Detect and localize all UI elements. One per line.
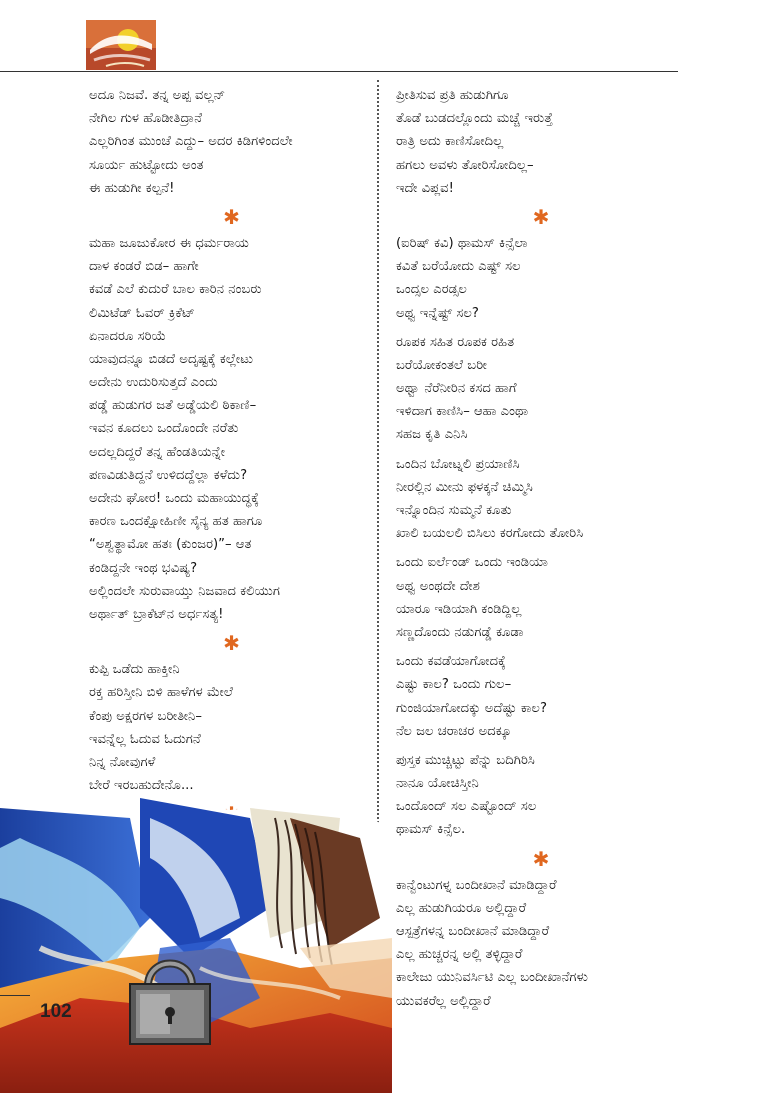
poem-line: ಅಲ್ಲಿಂದಲೇ ಸುರುವಾಯ್ತು ನಿಜವಾದ ಕಲಿಯುಗ <box>89 583 281 599</box>
page-number: 102 <box>40 1001 72 1022</box>
poem-line: ಥಾಮಸ್ ಕಿನ್ಸೆಲ. <box>396 822 466 838</box>
poem-line: ಆಸ್ಪತ್ರೆಗಳನ್ನ ಬಂದೀಖಾನೆ ಮಾಡಿದ್ದಾರೆ <box>396 924 550 939</box>
abstract-artwork-with-padlock <box>0 798 392 1093</box>
poem-line: ನೆಲ ಜಲ ಚರಾಚರ ಅದಕ್ಕೂ <box>396 723 512 739</box>
poem-line: ಯಾರೂ ಇಡಿಯಾಗಿ ಕಂಡಿದ್ದಿಲ್ಲ <box>396 601 522 617</box>
poem-line: ಒಂದು ಐರ್ಲೆಂಡ್ ಒಂದು ಇಂಡಿಯಾ <box>396 555 548 571</box>
poem-line: ಯುವಕರೆಲ್ಲ ಅಲ್ಲಿದ್ದಾರೆ <box>396 993 491 1009</box>
poem-line: ಇಳಿದಾಗ ಕಾಣಿಸಿ– ಆಹಾ ಎಂಥಾ <box>396 404 529 420</box>
poem-line: ಕಾನ್ವೆಂಟುಗಳ್ನ ಬಂದೀಖಾನೆ ಮಾಡಿದ್ದಾರೆ <box>396 877 557 893</box>
poem-line: (ಐರಿಷ್ ಕವಿ) ಥಾಮಸ್ ಕಿನ್ಸೆಲಾ <box>396 235 528 251</box>
right-poem-column <box>396 84 686 1019</box>
poem-line: ಒಂದೊಂದ್ ಸಲ ಎಷ್ಟೊಂದ್ ಸಲ <box>396 799 537 815</box>
poem-line: ರಕ್ತ ಹರಿಸ್ತೀನಿ ಬಿಳಿ ಹಾಳೆಗಳ ಮೇಲೆ <box>89 685 233 701</box>
poem-line: ಅರ್ಥಾತ್ ಬ್ರಾಕೆಟ್‌ನ ಅರ್ಧಸತ್ಯ! <box>89 606 224 622</box>
poem-line: ದಾಳ ಕಂಡರೆ ಬಿಡ– ಹಾಗೇ <box>89 259 199 275</box>
poem-line: ಕುಪ್ಪಿ ಒಡೆದು ಹಾಕ್ತೀನಿ <box>89 662 180 678</box>
poem-line: ಅಥ್ವ ಅಂಥದೇ ದೇಶ <box>396 578 480 594</box>
right-stanza-7 <box>396 749 686 842</box>
poem-line: ಒಂದಿನ ಬೋಟ್ನಲಿ ಪ್ರಯಾಣಿಸಿ <box>396 456 520 472</box>
poem-line: ಈ ಹುಡುಗೀ ಕಲ್ಪನೆ! <box>89 180 175 196</box>
poem-line: ಖಾಲಿ ಬಯಲಲಿ ಬಿಸಿಲು ಕರಗೋದು ತೋರಿಸಿ <box>396 526 584 542</box>
poem-line: ಅಥ್ವಾ ನೆರೆನೀರಿನ ಕಸದ ಹಾಗೆ <box>396 381 517 397</box>
poem-line: ಅದೂ ನಿಜವೆ. ತನ್ನ ಅಪ್ಪ ವಲ್ಲನ್ <box>89 88 226 103</box>
poem-line: ಇವನ್ನೆಲ್ಲ ಓದುವ ಓದುಗನೆ <box>89 731 201 747</box>
poem-line: ಒಂದ್ಸಲ ಎರಡ್ಸಲ <box>396 282 467 298</box>
poem-line: ಎಲ್ಲ ಹುಡುಗಿಯರೂ ಅಲ್ಲಿದ್ದಾರೆ <box>396 900 527 916</box>
left-stanza-2 <box>89 232 374 626</box>
header-rule <box>0 71 678 72</box>
poem-line: ಯಾವುದನ್ನೂ ಬಿಡದೆ ಅದೃಷ್ಟಕ್ಕೆ ಕಲ್ಲೇಟು <box>89 351 254 367</box>
poem-line: ರೂಪಕ ಸಹಿತ ರೂಪಕ ರಹಿತ <box>396 334 515 350</box>
poem-line: ಏನಾದರೂ ಸರಿಯೆ <box>89 328 167 344</box>
poem-line: ಸಣ್ಣದೊಂದು ನಡುಗಡ್ಡೆ ಕೂಡಾ <box>396 624 524 640</box>
right-stanza-6 <box>396 650 686 743</box>
asterisk-divider: ✱ <box>532 846 550 871</box>
poem-line: ನೀರಲ್ಲಿನ ಮೀನು ಫಳಕ್ಕನೆ ಚಿಮ್ಮಿಸಿ <box>396 479 533 495</box>
asterisk-divider: ✱ <box>223 204 240 229</box>
poem-line: ತೊಡೆ ಬುಡದಲ್ಲೊಂದು ಮಚ್ಚೆ ಇರುತ್ತೆ <box>396 111 553 127</box>
left-stanza-3 <box>89 658 374 797</box>
poem-line: ಅದೇನು ಉದುರಿಸುತ್ತದೆ ಎಂದು <box>89 375 218 391</box>
poem-line: ಇದೇ ವಿಪ್ಲವ! <box>396 180 454 196</box>
poem-line: ಕವಡೆ ಎಲೆ ಕುದುರೆ ಬಾಲ ಕಾರಿನ ನಂಬರು <box>89 282 262 298</box>
poem-line: ಹಗಲು ಅವಳು ತೋರಿಸೋದಿಲ್ಲ– <box>396 157 534 173</box>
page-number-rule <box>0 995 30 996</box>
right-stanza-8 <box>396 874 686 1013</box>
poem-line: ಸೂರ್ಯ ಹುಟ್ಟೋದು ಅಂತ <box>89 157 204 173</box>
poem-line: ಕಂಡಿದ್ದನೇ ಇಂಥ ಭವಿಷ್ಯ? <box>89 560 198 576</box>
poem-line: ಇವನ ಕೂದಲು ಒಂದೊಂದೇ ನರೆತು <box>89 421 239 437</box>
poem-line: ಇನ್ನೊಂದಿನ ಸುಮ್ಮನೆ ಕೂತು <box>396 503 512 518</box>
poem-line: ಅಥ್ವ ಇನ್ನೆಷ್ಟ್ ಸಲ? <box>396 305 479 321</box>
poem-line: ಎಷ್ಟು ಕಾಲ? ಒಂದು ಗುಲ– <box>396 677 512 693</box>
poem-line: ಗುಂಜಿಯಾಗೋದಕ್ಕು ಅದೆಷ್ಟು ಕಾಲ? <box>396 700 547 716</box>
poem-line: ನಿನ್ನ ನೋವುಗಳೆ <box>89 754 156 770</box>
poem-line: ಪುಸ್ತಕ ಮುಚ್ಚಿಟ್ಟು ಪೆನ್ನು ಬದಿಗಿರಿಸಿ <box>396 752 535 768</box>
right-stanza-4 <box>396 453 686 546</box>
asterisk-divider: ✱ <box>223 631 240 656</box>
poem-line: ಬರೆಯೋಕಂತಲೆ ಬರೀ <box>396 357 487 373</box>
poem-line: ಕವಿತೆ ಬರೆಯೋದು ಎಷ್ಟ್ ಸಲ <box>396 259 521 275</box>
poem-line: ಬೇರೆ ಇರಬಹುದೇನೊ... <box>89 778 194 794</box>
poem-line: ಎಲ್ಲರಿಗಿಂತ ಮುಂಚೆ ಎದ್ದು– ಅದರ ಕಿಡಿಗಳಿಂದಲೇ <box>89 134 293 150</box>
poem-line: ಲಿಮಿಟೆಡ್ ಓವರ್ ಕ್ರಿಕೆಟ್ <box>89 305 195 321</box>
right-stanza-1 <box>396 84 686 200</box>
poem-line: ಅದಲ್ಲದಿದ್ದರೆ ತನ್ನ ಹೆಂಡತಿಯನ್ನೇ <box>89 444 226 460</box>
poem-line: ರಾತ್ರಿ ಅದು ಕಾಣಿಸೋದಿಲ್ಲ <box>396 134 504 150</box>
poem-line: ಪಡ್ಡೆ ಹುಡುಗರ ಜತೆ ಅಡ್ಡೆಯಲಿ ಠಿಕಾಣಿ– <box>89 398 257 414</box>
right-stanza-3 <box>396 331 686 447</box>
poem-line: ನಾನೂ ಯೋಚಿಸ್ತೀನಿ <box>396 776 479 792</box>
poem-line: ಮಹಾ ಜೂಜುಕೋರ ಈ ಧರ್ಮರಾಯ <box>89 235 249 251</box>
poem-line: ಎಲ್ಲ ಹುಚ್ಚರನ್ನ ಅಲ್ಲಿ ತಳ್ಳಿದ್ದಾರೆ <box>396 947 523 963</box>
right-stanza-2 <box>396 232 686 325</box>
magazine-logo <box>86 20 156 70</box>
poem-line: ಕೆಂಪು ಅಕ್ಷರಗಳ ಬರೀತೀನಿ– <box>89 708 202 724</box>
poem-line: “ಅಶ್ವತ್ಥಾಮೋ ಹತಃ (ಕುಂಜರ)”– ಆತ <box>89 537 252 553</box>
poem-line: ಒಂದು ಕವಡೆಯಾಗೋದಕ್ಕೆ <box>396 654 506 670</box>
left-stanza-1 <box>89 84 374 200</box>
poem-line: ಸಹಜ ಕೃತಿ ಎನಿಸಿ <box>396 427 468 443</box>
asterisk-divider: ✱ <box>532 204 550 229</box>
poem-line: ನೇಗಿಲ ಗುಳ ಹೊಡೀತಿದ್ರಾನೆ <box>89 111 203 127</box>
poem-line: ಕಾಲೇಜು ಯುನಿವರ್ಸಿಟಿ ಎಲ್ಲ ಬಂದೀಖಾನೆಗಳು <box>396 970 588 986</box>
left-poem-column <box>89 84 374 829</box>
poem-line: ಪಣವಿಡುತಿದ್ದನೆ ಉಳಿದದ್ದೆಲ್ಲಾ ಕಳೆದು? <box>89 467 248 483</box>
poem-line: ಅದೇನು ಘೋರ! ಒಂದು ಮಹಾಯುದ್ಧಕ್ಕೆ <box>89 491 259 506</box>
poem-line: ಕಾರಣ ಒಂದಕ್ಷೋಹಿಣೀ ಸೈನ್ಯ ಹತ ಹಾಗೂ <box>89 514 263 530</box>
poem-line: ಪ್ರೀತಿಸುವ ಪ್ರತಿ ಹುಡುಗಿಗೂ <box>396 88 509 103</box>
right-stanza-5 <box>396 551 686 644</box>
